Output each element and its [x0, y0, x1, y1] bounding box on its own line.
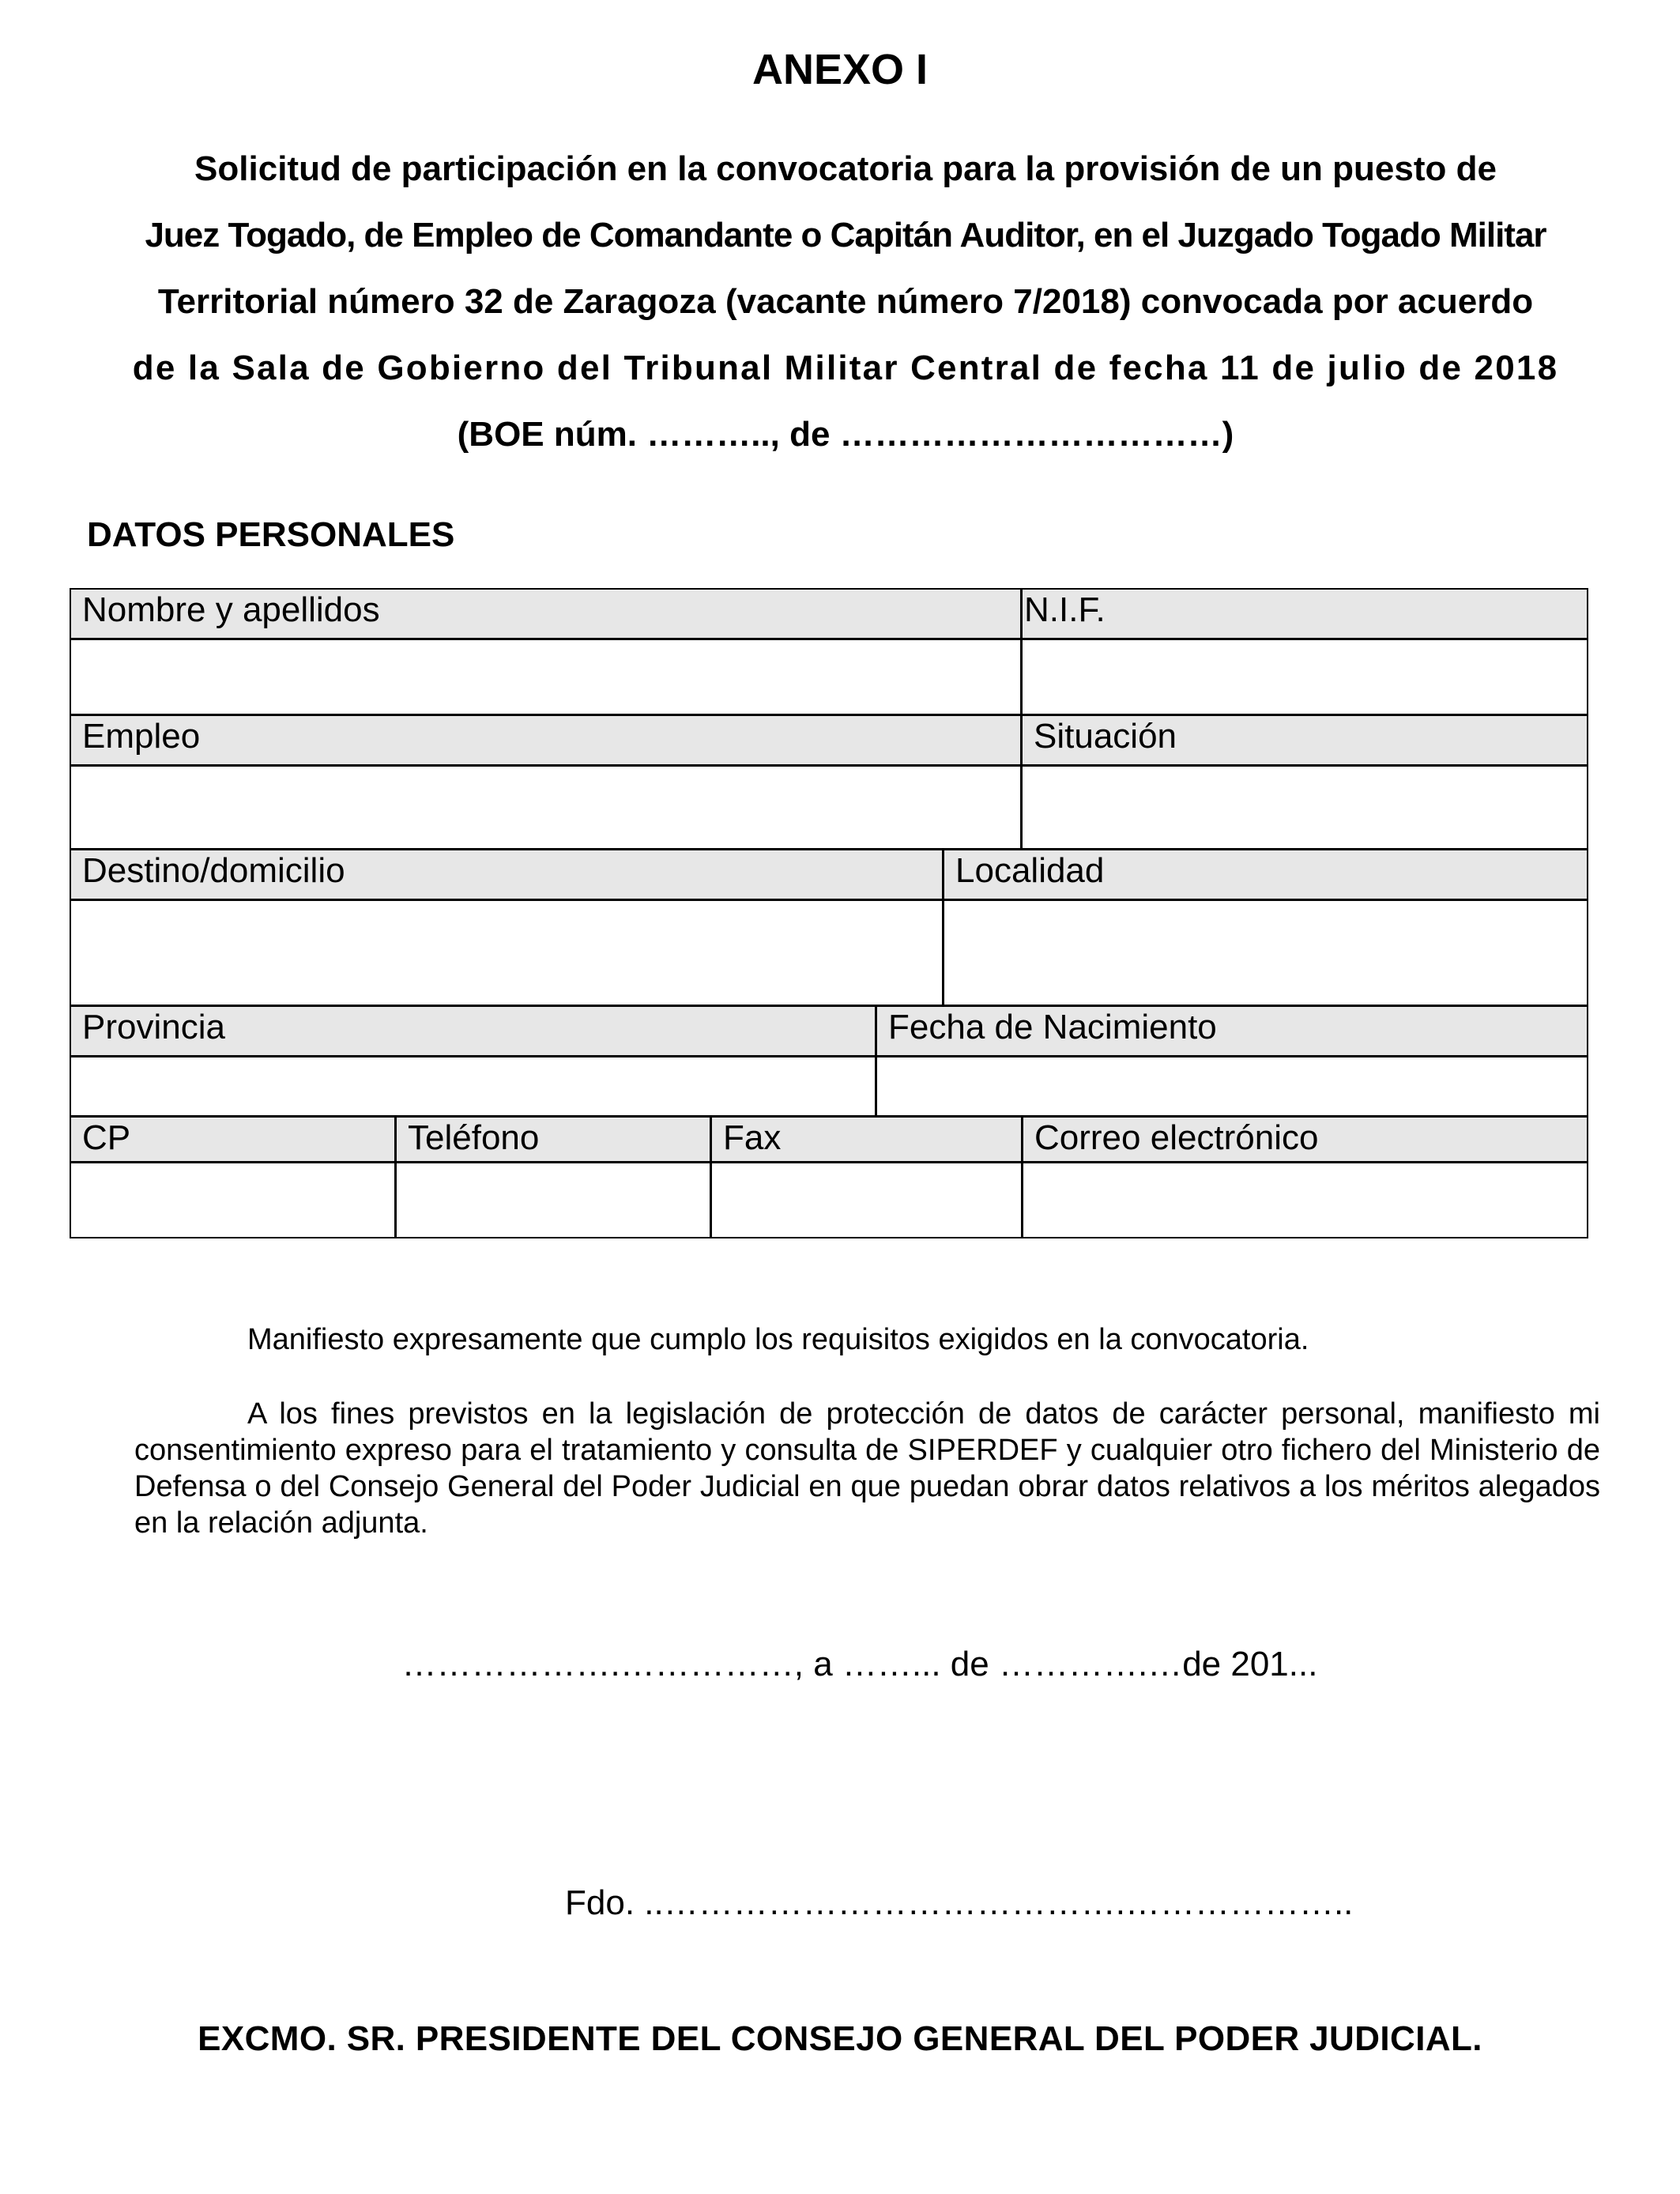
- destino-label: Destino/domicilio: [82, 851, 345, 890]
- section-title: DATOS PERSONALES: [87, 515, 455, 554]
- personal-data-form: [70, 589, 1589, 1238]
- form-input-row-3: [70, 900, 1589, 1006]
- signature-line: Fdo. ..………………………………….………………..: [565, 1883, 1354, 1922]
- situacion-label-cell: [1021, 714, 1588, 766]
- fecha-nacimiento-label-cell: [876, 1005, 1588, 1057]
- heading-line-4: de la Sala de Gobierno del Tribunal Militar Central de fecha 11 de julio de 2018: [132, 349, 1559, 387]
- form-input-row-2: [70, 766, 1589, 850]
- destino-label-cell: [70, 849, 944, 900]
- heading-line-1: Solicitud de participación en la convocatoria para la provisión de un puesto de: [194, 149, 1497, 188]
- form-input-row-5: [70, 1163, 1589, 1238]
- fecha-nacimiento-field[interactable]: [876, 1056, 1588, 1117]
- localidad-field[interactable]: [943, 899, 1588, 1006]
- localidad-label: Localidad: [955, 851, 1105, 890]
- addressee: EXCMO. SR. PRESIDENTE DEL CONSEJO GENERAL DEL PODER JUDICIAL.: [198, 2019, 1482, 2058]
- fax-field[interactable]: [710, 1162, 1023, 1238]
- form-label-row-4: [70, 1006, 1589, 1057]
- empleo-label-cell: [70, 714, 1022, 766]
- cp-label-cell: [70, 1116, 396, 1163]
- application-heading: [79, 136, 1612, 468]
- heading-line-5: (BOE núm. ……….., de ……………………………): [457, 415, 1234, 454]
- telefono-field[interactable]: [395, 1162, 711, 1238]
- declaration-text: Manifiesto expresamente que cumplo los requisitos exigidos en la convocatoria.: [247, 1323, 1309, 1356]
- annex-title: ANEXO I: [751, 46, 929, 93]
- heading-line-2: Juez Togado, de Empleo de Comandante o Capitán Auditor, en el Juzgado Togado Militar: [145, 216, 1546, 254]
- correo-label-cell: [1022, 1116, 1588, 1163]
- fecha-nacimiento-label: Fecha de Nacimiento: [888, 1008, 1217, 1046]
- telefono-label: Teléfono: [408, 1118, 540, 1157]
- form-input-row-1: [70, 639, 1589, 715]
- telefono-label-cell: [395, 1116, 711, 1163]
- correo-field[interactable]: [1022, 1162, 1588, 1238]
- fax-label: Fax: [723, 1118, 782, 1157]
- form-label-row-2: [70, 715, 1589, 766]
- correo-label: Correo electrónico: [1034, 1118, 1319, 1157]
- nombre-label-cell: [70, 588, 1022, 639]
- situacion-field[interactable]: [1021, 765, 1588, 850]
- localidad-label-cell: [943, 849, 1588, 900]
- form-label-row-5: [70, 1117, 1589, 1163]
- empleo-label: Empleo: [82, 717, 201, 756]
- consent-paragraph: [134, 1396, 1600, 1541]
- nombre-label: Nombre y apellidos: [82, 590, 380, 629]
- cp-label: CP: [82, 1118, 131, 1157]
- heading-line-3: Territorial número 32 de Zaragoza (vacante número 7/2018) convocada por acuerdo: [157, 282, 1534, 321]
- nif-label-cell: [1021, 588, 1588, 639]
- provincia-field[interactable]: [70, 1056, 876, 1117]
- provincia-label-cell: [70, 1005, 876, 1057]
- nif-field[interactable]: [1021, 639, 1588, 715]
- place-date-line: ……………….……………, a ……... de ………….…de 201...: [401, 1645, 1318, 1683]
- situacion-label: Situación: [1034, 717, 1177, 756]
- nif-label: N.I.F.: [1024, 590, 1106, 629]
- form-label-row-1: [70, 589, 1589, 639]
- consent-text: A los fines previstos en la legislación de protección de datos de carácter personal, manifiesto mi consentimiento expreso para el tratamiento y consulta de SIPERDEF y cualquier otro fichero del Ministerio de Defensa o del Consejo General del Poder Judicial en que puedan obrar datos relativos a los méritos alegados en la relación adjunta.: [134, 1397, 1600, 1540]
- fax-label-cell: [710, 1116, 1023, 1163]
- destino-field[interactable]: [70, 899, 944, 1006]
- form-input-row-4: [70, 1057, 1589, 1117]
- empleo-field[interactable]: [70, 765, 1022, 850]
- cp-field[interactable]: [70, 1162, 396, 1238]
- nombre-field[interactable]: [70, 639, 1022, 715]
- provincia-label: Provincia: [82, 1008, 225, 1046]
- form-label-row-3: [70, 850, 1589, 900]
